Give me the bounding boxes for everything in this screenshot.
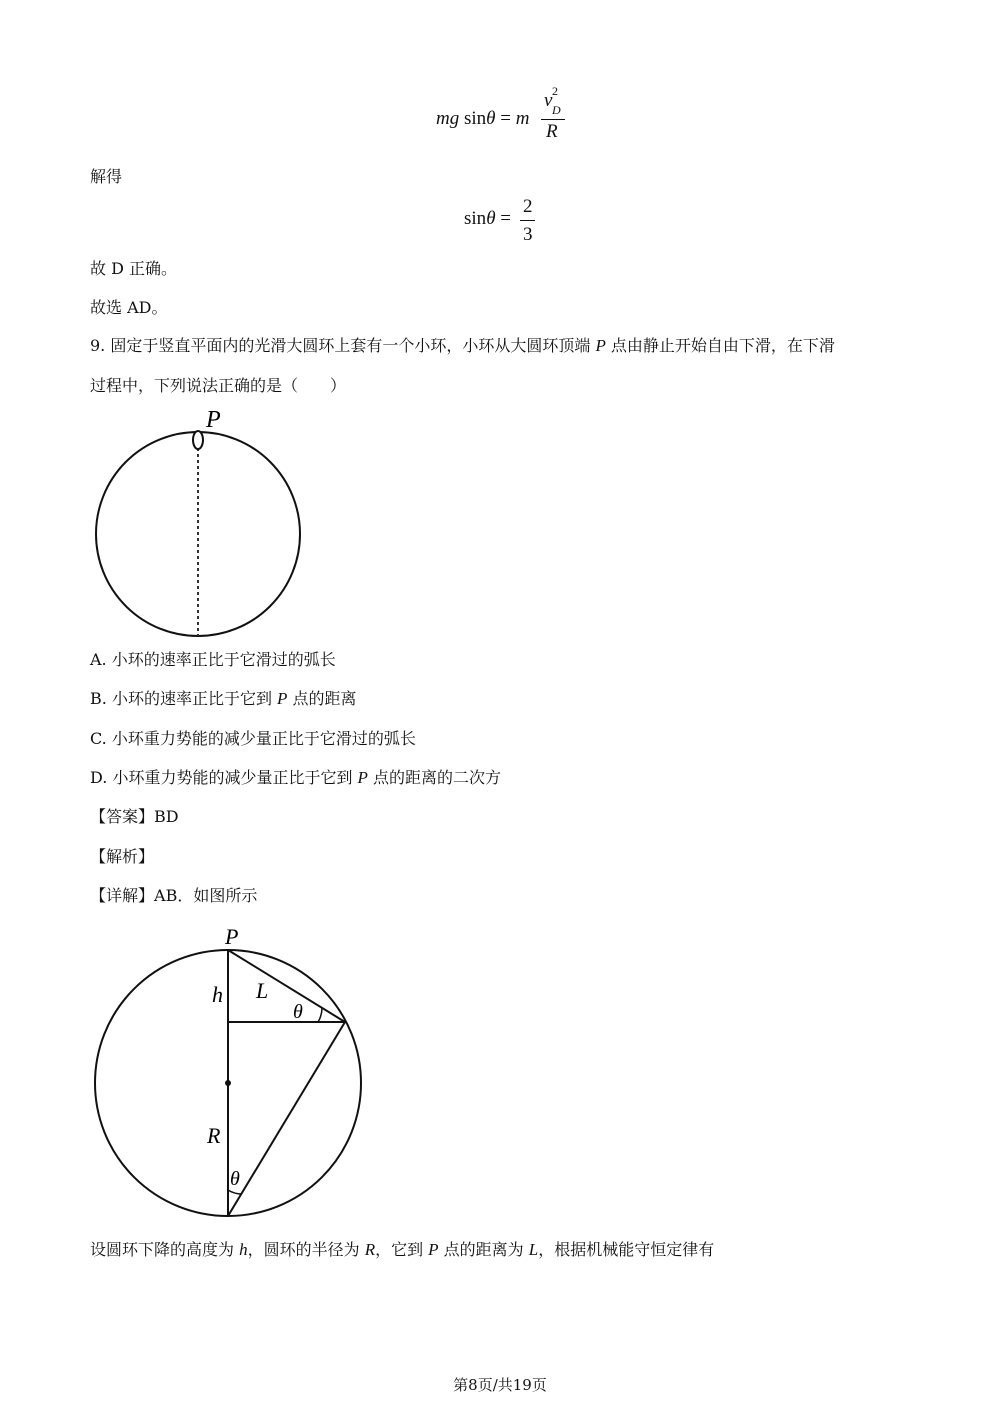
explain-c: ，它到: [375, 1240, 429, 1259]
label-p: P: [225, 924, 239, 949]
equation-1: [436, 108, 529, 130]
question-text-1a: 固定于竖直平面内的光滑大圆环上套有一个小环，小环从大圆环顶端: [110, 336, 596, 355]
explain-h: h: [239, 1240, 248, 1259]
label-theta-bottom: θ: [230, 1168, 240, 1190]
explain-p: P: [428, 1240, 439, 1259]
explain-l: L: [528, 1240, 539, 1259]
detail-text: AB．如图所示: [154, 886, 258, 905]
question-9-line-1: [90, 334, 835, 358]
explain-b: ，圆环的半径为: [247, 1240, 365, 1259]
option-b-p: P: [277, 689, 288, 708]
small-ring: [193, 431, 203, 449]
option-a: [90, 648, 336, 672]
detail-label: 【详解】: [90, 886, 155, 905]
question-text-1b: 点由静止开始自由下滑，在下滑: [605, 336, 835, 355]
figure-1-label-p: P: [206, 407, 221, 433]
eq2-fraction-bar: [520, 220, 535, 221]
explain-e: ，根据机械能守恒定律有: [538, 1240, 715, 1259]
angle-arc-top: [318, 1008, 322, 1022]
eq2-numerator: 2: [523, 196, 533, 217]
question-9-line-2: 过程中，下列说法正确的是（ ）: [90, 376, 347, 395]
eq2-equals: =: [500, 208, 511, 229]
chord-l: [228, 950, 345, 1022]
eq1-subscript: D: [552, 103, 561, 117]
equation-2: [464, 208, 511, 230]
label-r: R: [207, 1123, 221, 1148]
question-number: 9.: [90, 336, 106, 355]
label-theta-top: θ: [293, 1001, 303, 1023]
option-b-letter: B.: [90, 689, 107, 708]
analysis-label: 【解析】: [90, 847, 155, 866]
answer-line: [90, 805, 179, 829]
label-h: h: [212, 982, 223, 1007]
figure-2-geometry: [90, 920, 380, 1230]
eq1-denominator: R: [546, 121, 558, 142]
eq2-sin: sin: [464, 208, 487, 229]
question-p: P: [595, 336, 606, 355]
option-b-text-a: 小环的速率正比于它到: [111, 689, 278, 708]
option-d-letter: D.: [90, 768, 108, 787]
explain-d: 点的距离为: [438, 1240, 529, 1259]
option-d: [90, 766, 501, 790]
eq2-denominator: 3: [523, 224, 533, 245]
option-d-p: P: [357, 768, 368, 787]
eq1-m: m: [515, 108, 530, 129]
option-a-text: 小环的速率正比于它滑过的弧长: [111, 650, 336, 669]
chord-bottom: [228, 1022, 345, 1216]
figure-1-ring: [90, 400, 310, 645]
eq1-v: v: [544, 90, 553, 111]
option-b-text-b: 点的距离: [287, 689, 357, 708]
option-c-text: 小环重力势能的减少量正比于它滑过的弧长: [111, 729, 416, 748]
option-c: [90, 727, 416, 751]
eq1-mg: mg: [436, 108, 460, 129]
eq1-sin: sin: [463, 108, 487, 129]
explain-r: R: [364, 1240, 376, 1259]
option-c-letter: C.: [90, 729, 107, 748]
label-l: L: [256, 978, 269, 1003]
center-point: [225, 1080, 231, 1086]
explanation-line: [90, 1238, 714, 1262]
answer-label: 【答案】: [90, 807, 155, 826]
eq1-fraction-bar: [541, 119, 565, 120]
explain-a: 设圆环下降的高度为: [90, 1240, 240, 1259]
eq1-equals: =: [500, 108, 511, 129]
text-d-correct: 故 D 正确。: [90, 259, 178, 278]
angle-arc-bottom: [228, 1190, 242, 1194]
option-b: [90, 687, 357, 711]
option-d-text-b: 点的距离的二次方: [367, 768, 502, 787]
eq2-theta: θ: [486, 208, 496, 229]
option-a-letter: A.: [90, 650, 107, 669]
eq1-superscript: 2: [552, 84, 558, 98]
detail-line: [90, 884, 257, 908]
option-d-text-a: 小环重力势能的减少量正比于它到: [112, 768, 358, 787]
eq1-theta: θ: [486, 108, 496, 129]
page-footer: 第8页/共19页: [453, 1376, 547, 1394]
text-jiede: 解得: [90, 167, 123, 186]
text-select-ad: 故选 AD。: [90, 298, 168, 317]
answer-value: BD: [154, 807, 179, 826]
